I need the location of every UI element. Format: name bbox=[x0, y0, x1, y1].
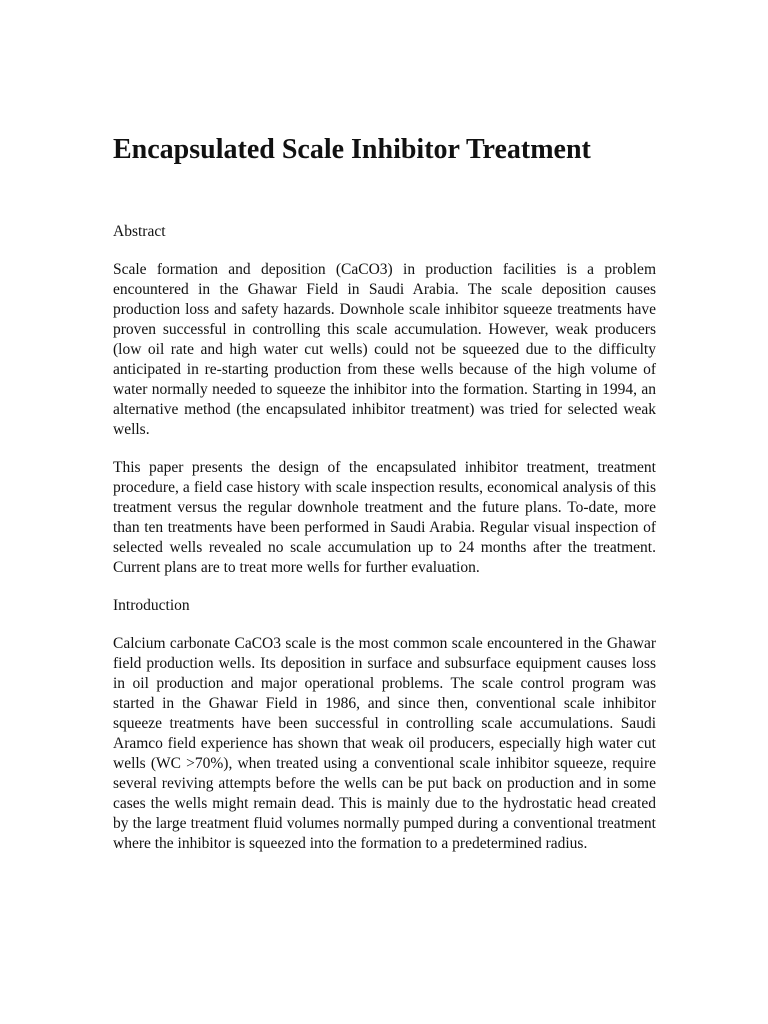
document-title: Encapsulated Scale Inhibitor Treatment bbox=[113, 134, 591, 165]
abstract-paragraph-1: Scale formation and deposition (CaCO3) in production facilities is a problem encountered in the Ghawar Field in Saudi Arabia. The scale deposition causes production loss and safety hazards. Downhole scale inhibitor squeeze treatments have proven successful in controlling this scale accumulation. However, weak producers (low oil rate and high water cut wells) could not be squeezed due to the difficulty anticipated in re-starting production from these wells because of the high volume of water normally needed to squeeze the inhibitor into the formation. Starting in 1994, an alternative method (the encapsulated inhibitor treatment) was tried for selected weak wells. bbox=[113, 261, 656, 438]
introduction-paragraph-1: Calcium carbonate CaCO3 scale is the most common scale encountered in the Ghawar field production wells. Its deposition in surface and subsurface equipment causes loss in oil production and major operational problems. The scale control program was started in the Ghawar Field in 1986, and since then, conventional scale inhibitor squeeze treatments have been successful in controlling scale accumulations. Saudi Aramco field experience has shown that weak oil producers, especially high water cut wells (WC >70%), when treated using a conventional scale inhibitor squeeze, require several reviving attempts before the wells can be put back on production and in some cases the wells might remain dead. This is mainly due to the hydrostatic head created by the large treatment fluid volumes normally pumped during a conventional treatment where the inhibitor is squeezed into the formation to a predetermined radius. bbox=[113, 635, 656, 852]
introduction-heading: Introduction bbox=[113, 597, 190, 614]
abstract-heading: Abstract bbox=[113, 223, 166, 240]
abstract-paragraph-2: This paper presents the design of the encapsulated inhibitor treatment, treatment procedure, a field case history with scale inspection results, economical analysis of this treatment versus the regular downhole treatment and the future plans. To-date, more than ten treatments have been performed in Saudi Arabia. Regular visual inspection of selected wells revealed no scale accumulation up to 24 months after the treatment. Current plans are to treat more wells for further evaluation. bbox=[113, 459, 656, 576]
document-body bbox=[113, 222, 656, 854]
